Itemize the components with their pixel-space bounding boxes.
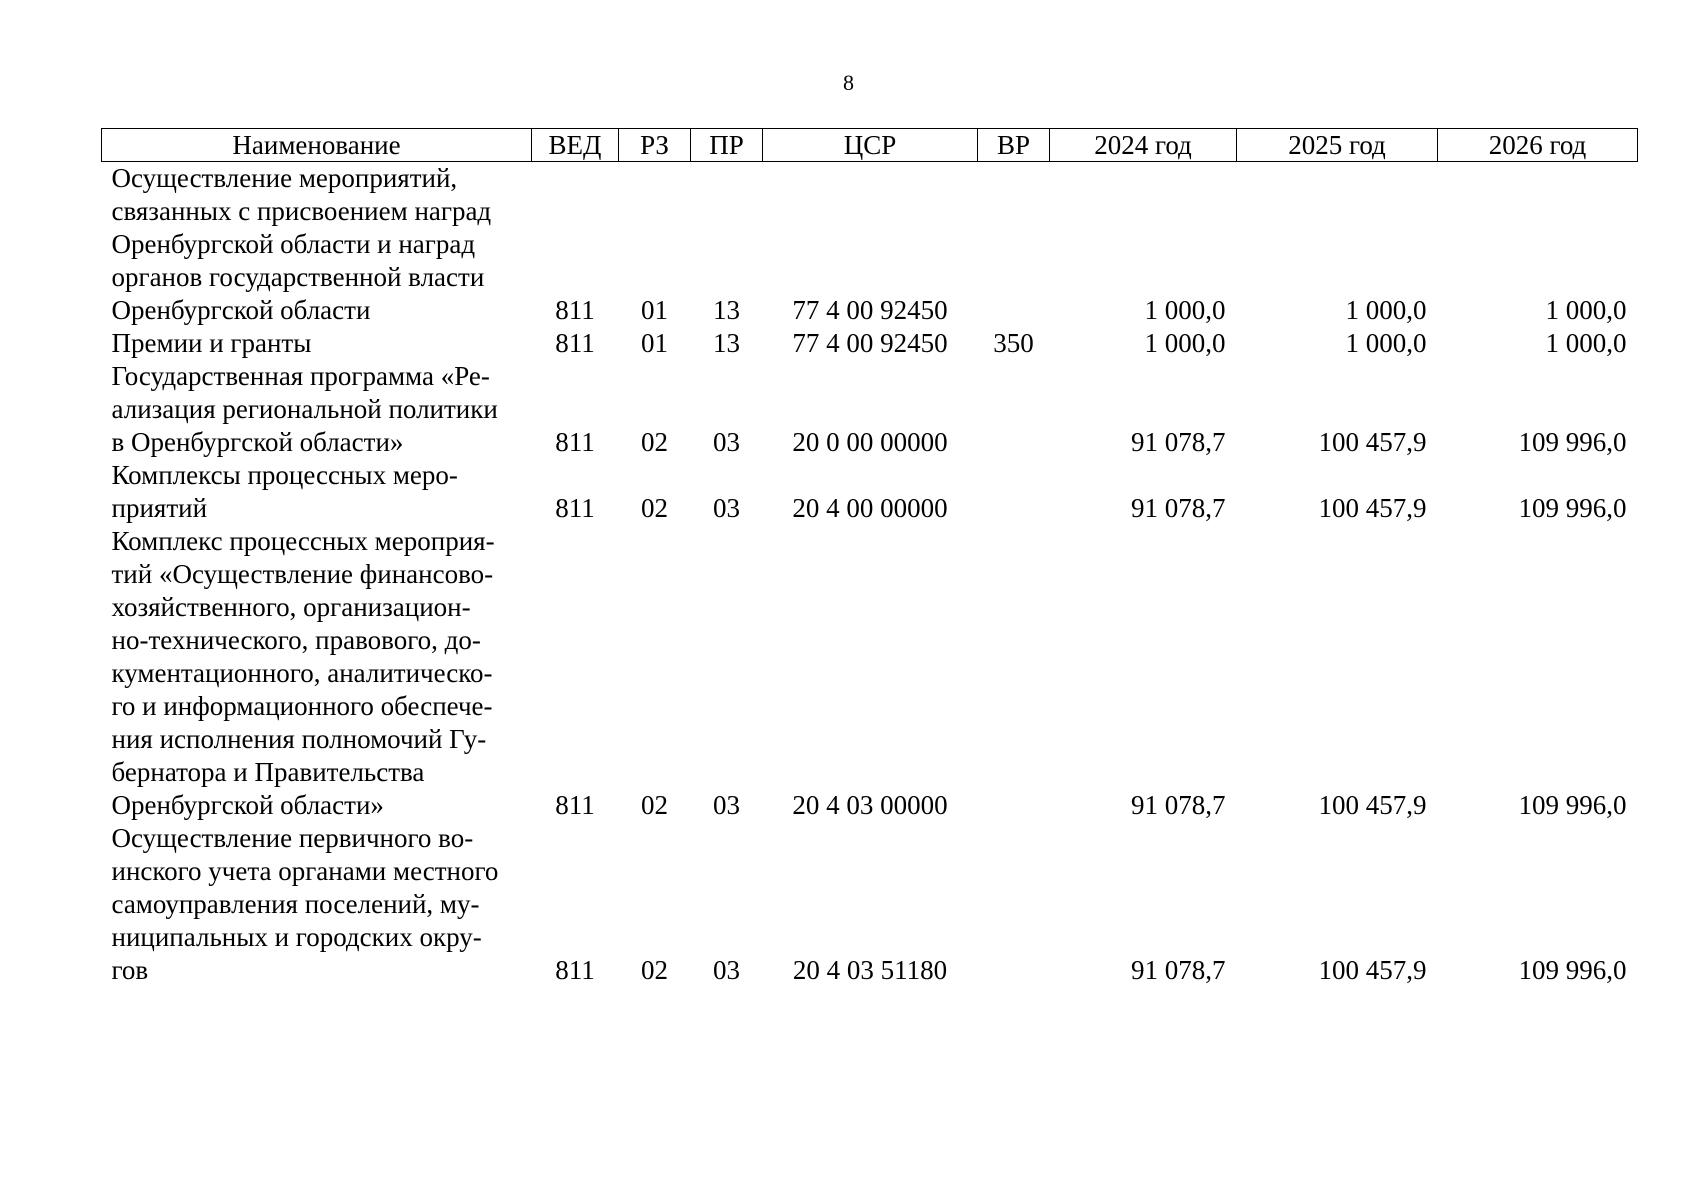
cell-rz: 02	[641, 790, 668, 820]
cell-vr	[978, 360, 1050, 459]
name-line: Государственная программа «Ре-	[111, 361, 490, 391]
name-line: Премии и гранты	[111, 328, 312, 358]
cell-ved: 811	[555, 790, 595, 820]
row-name	[102, 360, 532, 459]
name-line: самоуправления поселений, му-	[111, 889, 480, 919]
cell-ved: 811	[555, 328, 595, 358]
name-line: Комплексы процессных меро-	[111, 460, 458, 490]
name-line: хозяйственного, организацион-	[111, 592, 471, 622]
cell-csr: 20 4 00 00000	[792, 493, 948, 523]
header-2025: 2025 год	[1237, 129, 1438, 162]
cell-2024: 1 000,0	[1144, 295, 1226, 325]
cell-vr	[978, 525, 1050, 822]
budget-table	[101, 128, 1638, 987]
name-line: связанных с присвоением наград	[111, 196, 492, 226]
cell-2025: 100 457,9	[1318, 790, 1427, 820]
cell-2025: 100 457,9	[1318, 955, 1427, 985]
name-line: кументационного, аналитическо-	[111, 658, 493, 688]
name-line: приятий	[111, 493, 208, 523]
name-line: ализация региональной политики	[111, 394, 498, 424]
name-line: гов	[111, 955, 149, 985]
row-name	[102, 459, 532, 525]
cell-ved: 811	[555, 295, 595, 325]
row-name	[102, 327, 532, 360]
cell-pr: 03	[713, 427, 740, 457]
cell-csr: 77 4 00 92450	[792, 328, 948, 358]
cell-vr	[978, 162, 1050, 328]
cell-csr: 20 4 03 00000	[792, 790, 948, 820]
name-line: Комплекс процессных мероприя-	[111, 526, 495, 556]
cell-2026: 109 996,0	[1518, 790, 1627, 820]
name-line: ния исполнения полномочий Гу-	[111, 724, 487, 754]
table-row	[102, 822, 1638, 987]
row-name	[102, 525, 532, 822]
cell-2026: 109 996,0	[1518, 493, 1627, 523]
cell-2026: 1 000,0	[1545, 295, 1627, 325]
name-line: органов государственной власти	[111, 262, 485, 292]
name-line: инского учета органами местного	[111, 856, 499, 886]
cell-2024: 91 078,7	[1131, 955, 1226, 985]
cell-2025: 1 000,0	[1345, 328, 1427, 358]
cell-2024: 91 078,7	[1131, 427, 1226, 457]
name-line: в Оренбургской области»	[111, 427, 404, 457]
header-vr: ВР	[978, 129, 1050, 162]
cell-vr	[978, 822, 1050, 987]
table-row	[102, 525, 1638, 822]
header-csr: ЦСР	[763, 129, 978, 162]
cell-vr	[978, 459, 1050, 525]
page-number: 8	[843, 70, 854, 95]
table-row	[102, 459, 1638, 525]
cell-pr: 13	[713, 295, 740, 325]
name-line: Осуществление первичного во-	[111, 823, 474, 853]
header-2024: 2024 год	[1050, 129, 1237, 162]
cell-rz: 02	[641, 955, 668, 985]
cell-2025: 100 457,9	[1318, 427, 1427, 457]
header-ved: ВЕД	[532, 129, 619, 162]
row-name	[102, 162, 532, 328]
name-line: Оренбургской области и наград	[111, 229, 476, 259]
cell-csr: 77 4 00 92450	[792, 295, 948, 325]
cell-ved: 811	[555, 427, 595, 457]
cell-rz: 02	[641, 427, 668, 457]
name-line: но-технического, правового, до-	[111, 625, 481, 655]
table-row	[102, 327, 1638, 360]
table-row	[102, 162, 1638, 328]
name-line: го и информационного обеспече-	[111, 691, 493, 721]
cell-ved: 811	[555, 493, 595, 523]
cell-rz: 01	[641, 328, 668, 358]
name-line: Оренбургской области»	[111, 790, 384, 820]
cell-vr: 350	[993, 328, 1034, 358]
cell-2024: 91 078,7	[1131, 790, 1226, 820]
table-header-row	[102, 129, 1638, 162]
cell-2024: 91 078,7	[1131, 493, 1226, 523]
name-line: тий «Осуществление финансово-	[111, 559, 494, 589]
cell-pr: 03	[713, 955, 740, 985]
cell-2025: 1 000,0	[1345, 295, 1427, 325]
cell-2024: 1 000,0	[1144, 328, 1226, 358]
table-row	[102, 360, 1638, 459]
name-line: ниципальных и городских окру-	[111, 922, 482, 952]
cell-2025: 100 457,9	[1318, 493, 1427, 523]
header-pr: ПР	[691, 129, 763, 162]
header-2026: 2026 год	[1438, 129, 1638, 162]
cell-2026: 109 996,0	[1518, 427, 1627, 457]
header-name: Наименование	[102, 129, 532, 162]
cell-ved: 811	[555, 955, 595, 985]
cell-csr: 20 4 03 51180	[792, 955, 948, 985]
name-line: Оренбургской области	[111, 295, 371, 325]
cell-2026: 109 996,0	[1518, 955, 1627, 985]
cell-csr: 20 0 00 00000	[792, 427, 948, 457]
header-rz: РЗ	[619, 129, 691, 162]
name-line: бернатора и Правительства	[111, 757, 425, 787]
cell-rz: 01	[641, 295, 668, 325]
cell-pr: 03	[713, 493, 740, 523]
cell-pr: 03	[713, 790, 740, 820]
cell-2026: 1 000,0	[1545, 328, 1627, 358]
name-line: Осуществление мероприятий,	[111, 163, 458, 193]
row-name	[102, 822, 532, 987]
cell-rz: 02	[641, 493, 668, 523]
cell-pr: 13	[713, 328, 740, 358]
